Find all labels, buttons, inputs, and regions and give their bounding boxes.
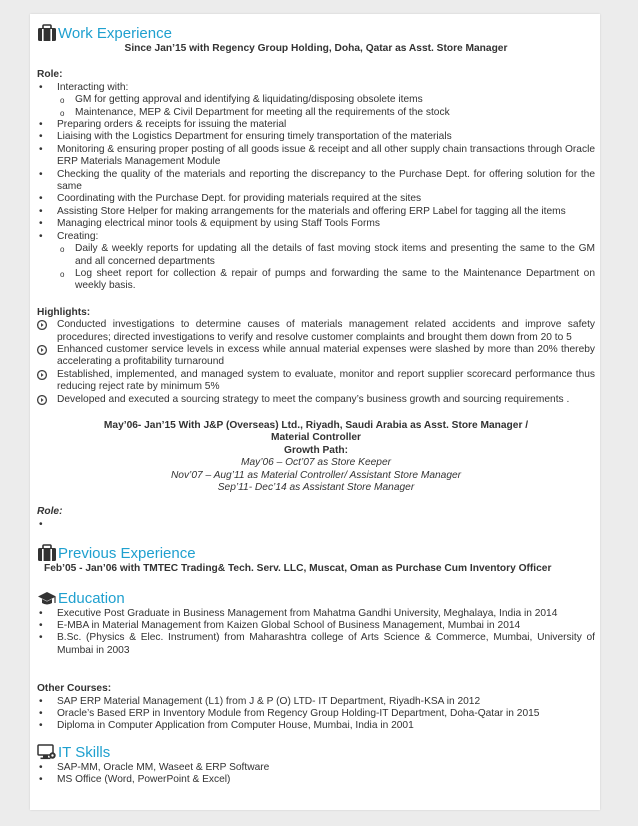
- work-experience-header: [37, 22, 595, 42]
- list-item: • Creating: o Daily & weekly reports for updating all the details of fast moving stock items and presenting the same to the GM and all concerned departments o Log sheet report for collection & repair of pumps and forwarding the same to the Maintenance Department on weekly basis.: [37, 231, 595, 293]
- role2-list: [37, 519, 595, 531]
- list-item: • Interacting with: o GM for getting approval and identifying & liquidating/disposing obsolete items o Maintenance, MEP & Civil Department for meeting all the requirements of the stock: [37, 82, 595, 119]
- previous-experience-header: [37, 542, 595, 562]
- work-experience-title: Work Experience: [58, 25, 172, 42]
- list-item: • Executive Post Graduate in Business Management from Mahatma Gandhi University, Meghalaya, India in 2014: [37, 608, 595, 620]
- education-header: [37, 587, 595, 607]
- other-courses-label: Other Courses:: [37, 683, 112, 695]
- highlight-item: Developed and executed a sourcing strategy to meet the company’s business growth and sourcing requirements .: [37, 394, 595, 406]
- graduation-cap-icon: [37, 589, 57, 607]
- role-label: Role:: [37, 69, 63, 81]
- list-item: o GM for getting approval and identifying & liquidating/disposing obsolete items: [37, 94, 595, 106]
- growth-item: May’06 – Oct’07 as Store Keeper: [240, 457, 392, 469]
- it-skills-header: [37, 741, 595, 761]
- list-item: • Oracle’s Based ERP in Inventory Module from Regency Group Holding-IT Department, Doha-Qatar in 2015: [37, 708, 595, 720]
- education-list: [37, 608, 595, 658]
- resume-content: [37, 22, 595, 787]
- list-item: • E-MBA in Material Management from Kaizen Global School of Business Management, Mumbai in 2014: [37, 620, 595, 632]
- list-item: • Preparing orders & receipts for issuing the material: [37, 119, 595, 131]
- it-skills-list: [37, 762, 595, 787]
- list-item: [37, 519, 595, 531]
- highlight-item: Established, implemented, and managed system to evaluate, monitor and report supplier scorecard performance thus reducing reject rate by minimum 5%: [37, 369, 595, 394]
- arrow-circle-icon: [37, 370, 47, 380]
- list-item: o Log sheet report for collection & repair of pumps and forwarding the same to the Maintenance Department on weekly basis.: [37, 268, 595, 293]
- job2-header-line1: May’06- Jan’15 With J&P (Overseas) Ltd., Riyadh, Saudi Arabia as Asst. Store Manager /: [103, 419, 529, 431]
- highlights-label: Highlights:: [37, 306, 91, 318]
- growth-path-label: Growth Path:: [284, 444, 348, 456]
- previous-experience-title: Previous Experience: [58, 545, 196, 563]
- highlight-item: Enhanced customer service levels in excess while annual material expenses were slashed by more than 20% thereby accelerating a profitability turnaround: [37, 344, 595, 369]
- list-item: • MS Office (Word, PowerPoint & Excel): [37, 774, 595, 786]
- arrow-circle-icon: [37, 320, 47, 330]
- job2-header-line2: Material Controller: [270, 432, 361, 444]
- list-item: o Maintenance, MEP & Civil Department for meeting all the requirements of the stock: [37, 107, 595, 119]
- education-title: Education: [58, 589, 125, 607]
- arrow-circle-icon: [37, 395, 47, 405]
- previous-job-line: Feb’05 - Jan’06 with TMTEC Trading& Tech. Serv. LLC, Muscat, Oman as Purchase Cum Inventory Officer: [44, 563, 552, 575]
- list-item: • SAP-MM, Oracle MM, Waseet & ERP Software: [37, 762, 595, 774]
- highlight-item: Conducted investigations to determine causes of materials management related accidents and improve safety procedures; directed investigations to verify and resolve customer complaints and brought them down from 20 to 5: [37, 319, 595, 344]
- growth-path: [37, 457, 595, 494]
- resume-page: [30, 14, 600, 810]
- list-item: • Monitoring & ensuring proper posting of all goods issue & receipt and all other supply chain transactions through Oracle ERP Materials Management Module: [37, 144, 595, 169]
- role2-label: Role:: [37, 506, 63, 518]
- arrow-circle-icon: [37, 345, 47, 355]
- list-item: • Assisting Store Helper for making arrangements for the materials and offering ERP Label for tagging all the items: [37, 206, 595, 218]
- list-item: • Coordinating with the Purchase Dept. for providing materials required at the sites: [37, 193, 595, 205]
- list-item: o Daily & weekly reports for updating all the details of fast moving stock items and presenting the same to the GM and all concerned departments: [37, 243, 595, 268]
- other-courses-list: [37, 696, 595, 733]
- list-item: • Checking the quality of the materials and reporting the discrepancy to the Purchase Dept. for offering solution for the same: [37, 169, 595, 194]
- growth-item: Sep’11- Dec’14 as Assistant Store Manager: [217, 482, 415, 493]
- computer-gear-icon: [37, 743, 57, 761]
- growth-item: Nov’07 – Aug’11 as Material Controller/ Assistant Store Manager: [170, 469, 462, 481]
- list-item: • SAP ERP Material Management (L1) from J & P (O) LTD- IT Department, Riyadh-KSA in 2012: [37, 696, 595, 708]
- list-item: • Diploma in Computer Application from Computer House, Mumbai, India in 2001: [37, 720, 595, 732]
- job2-header: [37, 420, 595, 457]
- creating-sublist: [37, 243, 595, 293]
- it-skills-title: IT Skills: [58, 743, 111, 761]
- job1-header: Since Jan’15 with Regency Group Holding, Doha, Qatar as Asst. Store Manager: [124, 43, 508, 54]
- list-item: • Managing electrical minor tools & equipment by using Staff Tools Forms: [37, 218, 595, 230]
- briefcase-icon: [37, 544, 57, 562]
- list-item: • Liaising with the Logistics Department for ensuring timely transportation of the materials: [37, 131, 595, 143]
- role-list: [37, 82, 595, 293]
- list-item: • B.Sc. (Physics & Elec. Instrument) from Maharashtra college of Arts Science & Commerce, Mumbai, University of Mumbai in 2003: [37, 632, 595, 657]
- briefcase-icon: [37, 24, 57, 42]
- highlights-list: [37, 319, 595, 406]
- interacting-sublist: [37, 94, 595, 119]
